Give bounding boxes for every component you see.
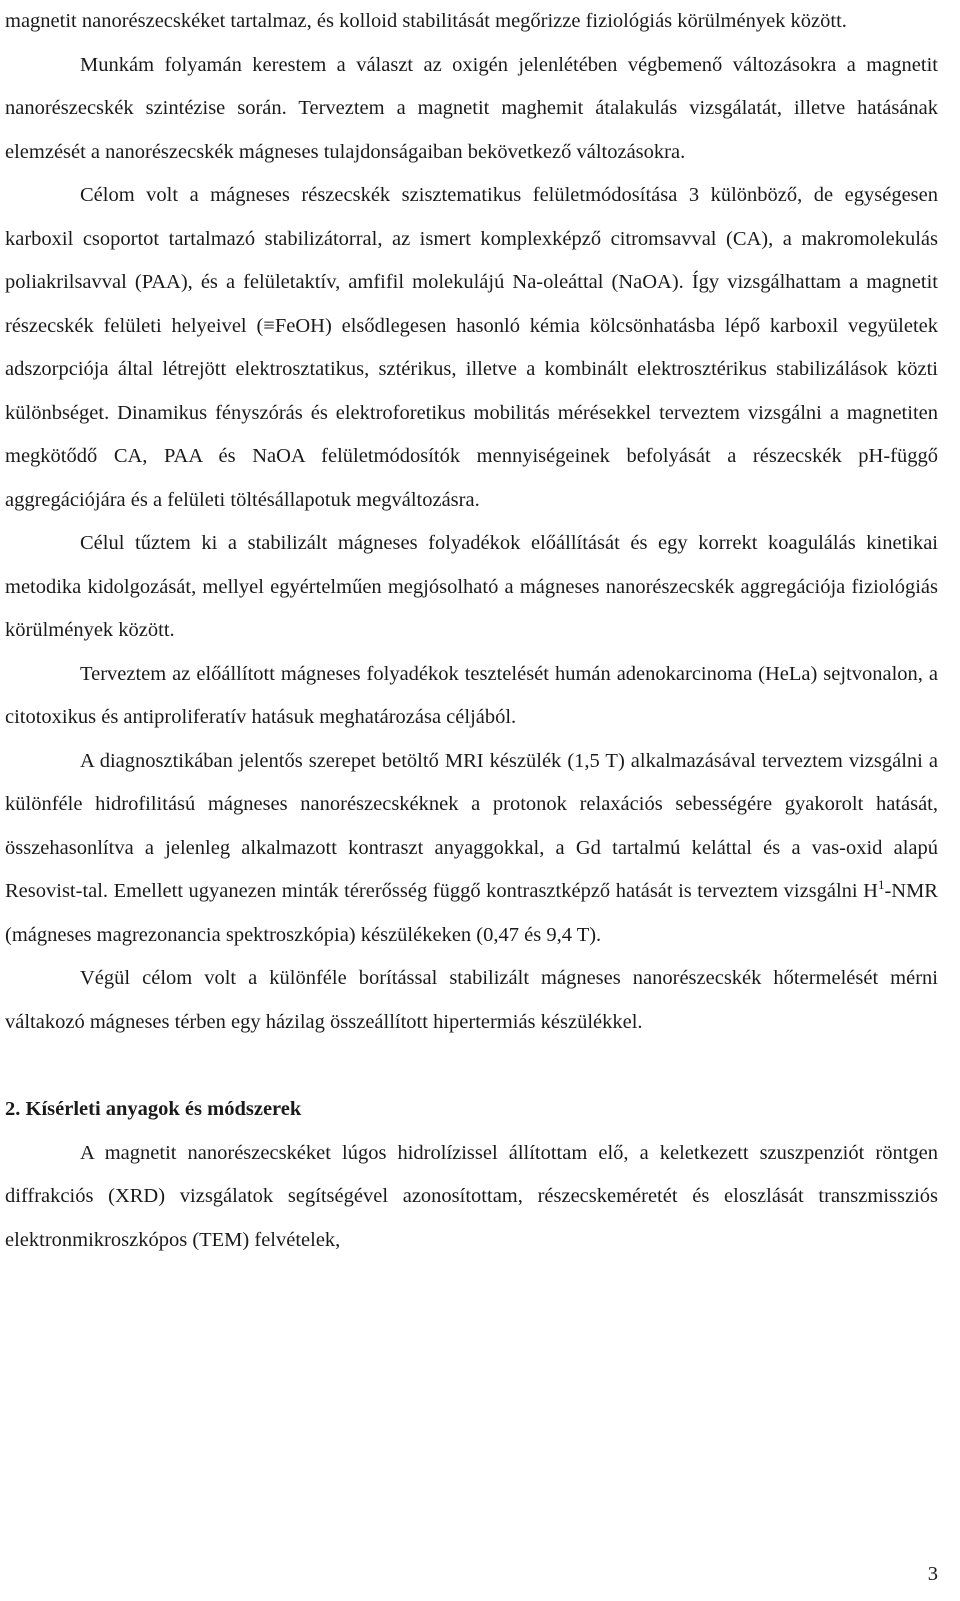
paragraph-hyperthermia: Végül célom volt a különféle borítással stabilizált mágneses nanorészecskék hőtermelését mérni váltakozó mágneses térben egy házilag összeállított hipertermiás készülékkel. <box>5 967 938 1033</box>
section-heading: 2. Kísérleti anyagok és módszerek <box>5 1098 302 1120</box>
paragraph-magnetic-fluids: Célul tűztem ki a stabilizált mágneses folyadékok előállítását és egy korrekt koagulálás kinetikai metodika kidolgozását, mellyel egyértelműen megjósolható a mágneses nanorészecskék aggregációja fiziológiás körülmények között. <box>5 532 938 641</box>
paragraph-hela-testing: Terveztem az előállított mágneses folyadékok tesztelését humán adenokarcinoma (HeLa) sejtvonalon, a citotoxikus és antiproliferatív hatásuk meghatározása céljából. <box>5 662 938 728</box>
paragraph-synthesis: A magnetit nanorészecskéket lúgos hidrolízissel állítottam elő, a keletkezett szuszpenziót röntgen diffrakciós (XRD) vizsgálatok segítségével azonosítottam, részecskeméretét és eloszlását transzmissziós elektronmikroszkópos (TEM) felvételek, <box>5 1141 938 1251</box>
page-number: 3 <box>927 1563 938 1585</box>
superscript-one: 1 <box>877 877 885 893</box>
paragraph-mri-text-b: -NMR (mágneses magrezonancia spektroszkópia) készülékeken (0,47 és 9,4 T). <box>5 880 938 946</box>
paragraph-surface-modification: Célom volt a mágneses részecskék szisztematikus felületmódosítása 3 különböző, de egységesen karboxil csoportot tartalmazó stabilizátorral, az ismert komplexképző citromsavval (CA), a makromolekulás poliakrilsavval (PAA), és a felületaktív, amfifil molekulájú Na-oleáttal (NaOA). Így vizsgálhattam a magnetit részecskék felületi helyeivel (≡FeOH) elsődlegesen hasonló kémia kölcsönhatásba lépő karboxil vegyületek adszorpciója által létrejött elektrosztatikus, sztérikus, illetve a kombinált elektrosztérikus stabilizálások közti különbséget. Dinamikus fényszórás és elektroforetikus mobilitás mérésekkel terveztem vizsgálni a magnetiten megkötődő CA, PAA és NaOA felületmódosítók mennyiségeinek befolyását a részecskék pH-függő aggregációjára és a felületi töltésállapotuk megváltozásra. <box>5 184 938 511</box>
paragraph-mri <box>5 740 938 958</box>
paragraph-research-aims: Munkám folyamán kerestem a választ az oxigén jelenlétében végbemenő változásokra a magnetit nanorészecskék szintézise során. Terveztem a magnetit maghemit átalakulás vizsgálatát, illetve hatásának elemzését a nanorészecskék mágneses tulajdonságaiban bekövetkező változásokra. <box>5 53 938 163</box>
paragraph-mri-text-a: A diagnosztikában jelentős szerepet betöltő MRI készülék (1,5 T) alkalmazásával terveztem vizsgálni a különféle hidrofilitású mágneses nanorészecskéknek a protonok relaxációs sebességére gyakorolt hatását, összehasonlítva a jelenleg alkalmazott kontraszt anyaggokkal, a Gd tartalmú keláttal és a vas-oxid alapú Resovist-tal. Emellett ugyanezen minták térerősség függő kontrasztképző hatását is terveztem vizsgálni H <box>5 749 938 902</box>
paragraph-continuation: magnetit nanorészecskéket tartalmaz, és kolloid stabilitását megőrizze fiziológiás körülmények között. <box>5 10 847 32</box>
document-page <box>5 0 938 1262</box>
